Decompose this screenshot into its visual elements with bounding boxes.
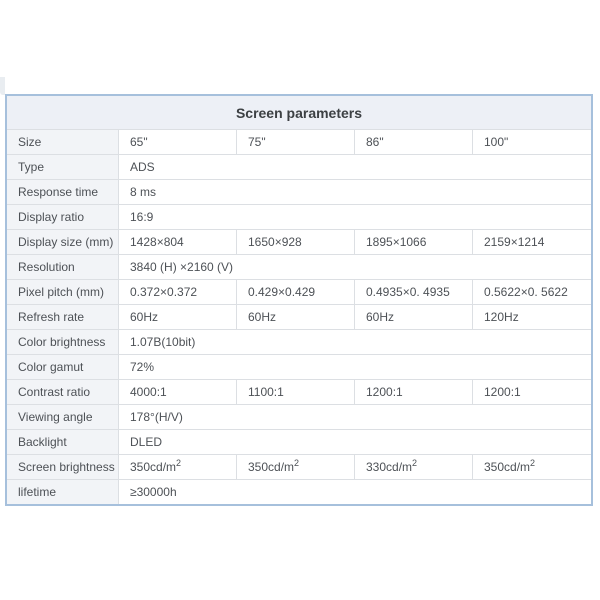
row-label: Pixel pitch (mm) <box>7 280 119 304</box>
row-label: lifetime <box>7 480 119 504</box>
table-row <box>7 329 591 354</box>
cell-value-span: 16:9 <box>130 210 154 224</box>
cell-value: 100" <box>484 135 509 149</box>
table-row <box>7 154 591 179</box>
row-label: Screen brightness <box>7 455 119 479</box>
table-row <box>7 404 591 429</box>
cell-value: 1895×1066 <box>355 230 473 254</box>
table-row <box>7 429 591 454</box>
row-label: Color gamut <box>7 355 119 379</box>
table-row <box>7 179 591 204</box>
cell-value-span: 8 ms <box>130 185 157 199</box>
row-label: Response time <box>7 180 119 204</box>
cell-value: 75" <box>237 130 355 154</box>
cell-value: 330cd/m $^2$ <box>355 455 473 479</box>
table-row <box>7 129 591 154</box>
cell-value: 0.5622×0. 5622 <box>484 285 568 299</box>
row-label: Color brightness <box>7 330 119 354</box>
cell-value: 0.372×0.372 <box>119 280 237 304</box>
cell-value-span: 3840 (H) ×2160 (V) <box>130 260 234 274</box>
row-label: Backlight <box>7 430 119 454</box>
table-row <box>7 454 591 479</box>
cell-value-span: 72% <box>130 360 155 374</box>
cell-value: 65" <box>119 130 237 154</box>
table-title: Screen parameters <box>7 96 591 129</box>
cell-value-span: ADS <box>130 160 155 174</box>
table-row <box>7 304 591 329</box>
row-label: Type <box>7 155 119 179</box>
cell-value: 86" <box>355 130 473 154</box>
cell-value: 1200:1 <box>484 385 521 399</box>
row-label: Display size (mm) <box>7 230 119 254</box>
cell-value-span: ≥30000h <box>130 485 177 499</box>
table-row <box>7 279 591 304</box>
row-label: Viewing angle <box>7 405 119 429</box>
row-label: Size <box>7 130 119 154</box>
cell-value: 350cd/m $^2$ <box>484 458 536 474</box>
row-label: Refresh rate <box>7 305 119 329</box>
table-row <box>7 254 591 279</box>
cell-value-span: DLED <box>130 435 163 449</box>
row-label: Contrast ratio <box>7 380 119 404</box>
cell-value-span: 178°(H/V) <box>130 410 183 424</box>
table-row <box>7 379 591 404</box>
row-label: Display ratio <box>7 205 119 229</box>
cell-value: 1428×804 <box>119 230 237 254</box>
cell-value: 120Hz <box>484 310 519 324</box>
cell-value: 60Hz <box>119 305 237 329</box>
cell-value: 1650×928 <box>237 230 355 254</box>
clipped-edge-fragment <box>0 77 5 95</box>
cell-value: 350cd/m $^2$ <box>237 455 355 479</box>
cell-value: 60Hz <box>237 305 355 329</box>
cell-value: 1100:1 <box>237 380 355 404</box>
cell-value: 2159×1214 <box>484 235 545 249</box>
cell-value: 4000:1 <box>119 380 237 404</box>
table-row <box>7 479 591 504</box>
cell-value: 0.4935×0. 4935 <box>355 280 473 304</box>
row-label: Resolution <box>7 255 119 279</box>
table-body <box>7 129 591 504</box>
table-row <box>7 204 591 229</box>
cell-value: 0.429×0.429 <box>237 280 355 304</box>
cell-value: 1200:1 <box>355 380 473 404</box>
cell-value-span: 1.07B(10bit) <box>130 335 196 349</box>
table-row <box>7 354 591 379</box>
table-row <box>7 229 591 254</box>
screen-parameters-table <box>5 94 593 506</box>
cell-value: 350cd/m $^2$ <box>119 455 237 479</box>
cell-value: 60Hz <box>355 305 473 329</box>
